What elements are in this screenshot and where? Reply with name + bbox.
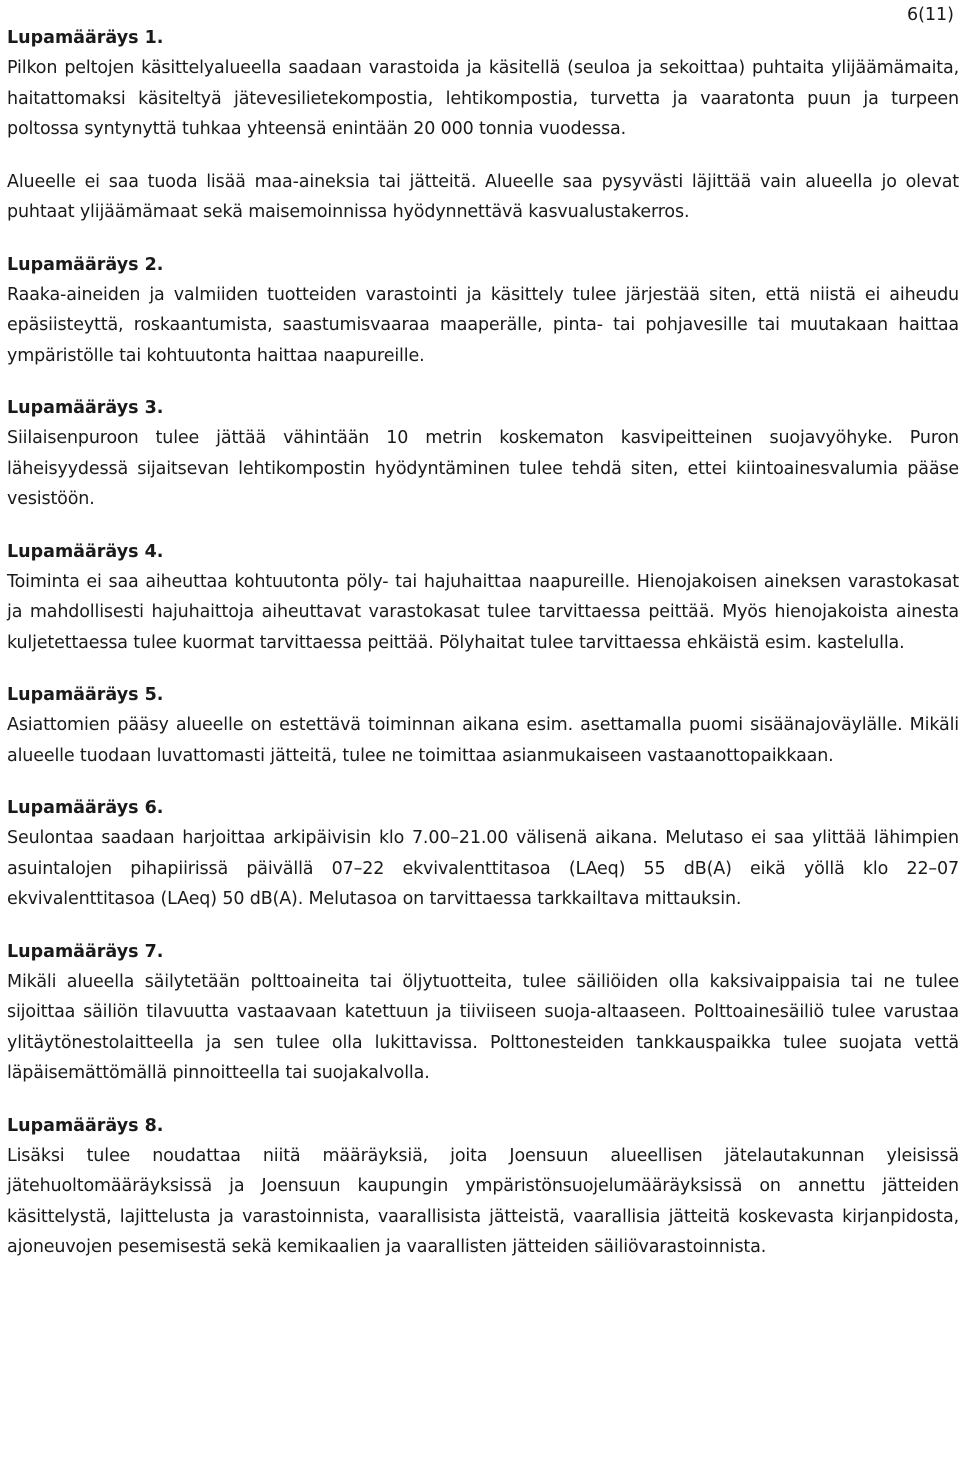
section-lupamaarays-8 — [7, 1111, 959, 1263]
section-paragraph: Asiattomien pääsy alueelle on estettävä toiminnan aikana esim. asettamalla puomi sisäänajoväylälle. Mikäli alueelle tuodaan luvattomasti jätteitä, tulee ne toimittaa asianmukaiseen vastaanottopaikkaan. — [7, 715, 959, 766]
section-paragraph: Raaka-aineiden ja valmiiden tuotteiden varastointi ja käsittely tulee järjestää siten, että niistä ei aiheudu epäsiisteyttä, roskaantumista, saastumisvaaraa maaperälle, pinta- tai pohjavesille tai muutakaan haittaa ympäristölle tai kohtuutonta haittaa naapureille. — [7, 284, 959, 366]
section-lupamaarays-1 — [7, 23, 959, 228]
document-body — [7, 23, 959, 1285]
section-heading: Lupamääräys 8. — [7, 1115, 164, 1136]
section-paragraph: Mikäli alueella säilytetään polttoaineita tai öljytuotteita, tulee säiliöiden olla kaksivaippaisia tai ne tulee sijoittaa säiliön tilavuutta vastaavaan katettuun ja tiiviiseen suoja-altaaseen. Polttoainesäiliö tulee varustaa ylitäytönestolaitteella ja sen tulee olla lukittavissa. Polttonesteiden tankkauspaikka tulee suojata vettä läpäisemättömällä pinnoitteella tai suojakalvolla. — [7, 971, 959, 1083]
section-paragraph: Seulontaa saadaan harjoittaa arkipäivisin klo 7.00–21.00 välisenä aikana. Melutaso ei saa ylittää lähimpien asuintalojen pihapiirissä päivällä 07–22 ekvivalenttitasoa (LAeq) 55 dB(A) eikä yöllä klo 22–07 ekvivalenttitasoa (LAeq) 50 dB(A). Melutasoa on tarvittaessa tarkkailtava mittauksin. — [7, 828, 959, 909]
section-lupamaarays-5 — [7, 680, 959, 771]
section-paragraph: Pilkon peltojen käsittelyalueella saadaan varastoida ja käsitellä (seuloa ja sekoittaa) puhtaita ylijäämämaita, haitattomaksi käsiteltyä jätevesilietekompostia, lehtikompostia, turvetta ja vaaratonta puun ja turpeen poltossa syntynyttä tuhkaa yhteensä enintään 20 000 tonnia vuodessa. — [7, 58, 959, 139]
section-heading: Lupamääräys 1. — [7, 28, 164, 48]
section-heading: Lupamääräys 4. — [7, 541, 164, 562]
section-heading: Lupamääräys 7. — [7, 941, 164, 962]
section-heading: Lupamääräys 6. — [7, 798, 164, 818]
section-lupamaarays-3 — [7, 393, 959, 515]
section-heading: Lupamääräys 2. — [7, 254, 164, 275]
section-lupamaarays-4 — [7, 537, 959, 659]
section-lupamaarays-6 — [7, 793, 959, 915]
section-lupamaarays-7 — [7, 937, 959, 1089]
section-heading: Lupamääräys 3. — [7, 398, 164, 418]
page-number: 6(11) — [906, 5, 954, 25]
section-paragraph: Alueelle ei saa tuoda lisää maa-aineksia tai jätteitä. Alueelle saa pysyvästi läjittää vain alueella jo olevat puhtaat ylijäämämaat sekä maisemoinnissa hyödynnettävä kasvualustakerros. — [7, 171, 959, 222]
section-lupamaarays-2 — [7, 250, 959, 372]
section-heading: Lupamääräys 5. — [7, 685, 164, 705]
section-paragraph: Toiminta ei saa aiheuttaa kohtuutonta pöly- tai hajuhaittaa naapureille. Hienojakoisen aineksen varastokasat ja mahdollisesti hajuhaittoja aiheuttavat varastokasat tulee tarvittaessa peittää. Myös hienojakoista ainesta kuljetettaessa tulee kuormat tarvittaessa peittää. Pölyhaitat tulee tarvittaessa ehkäistä esim. kastelulla. — [7, 571, 959, 653]
section-paragraph: Lisäksi tulee noudattaa niitä määräyksiä, joita Joensuun alueellisen jätelautakunnan yleisissä jätehuoltomääräyksissä ja Joensuun kaupungin ympäristönsuojelumääräyksissä on annettu jätteiden käsittelystä, lajittelusta ja varastoinnista, vaarallisista jätteistä, vaarallisia jätteitä koskevasta kirjanpidosta, ajoneuvojen pesemisestä sekä kemikaalien ja vaarallisten jätteiden säiliövarastoinnista. — [7, 1145, 959, 1257]
section-paragraph: Siilaisenpuroon tulee jättää vähintään 10 metrin koskematon kasvipeitteinen suojavyöhyke. Puron läheisyydessä sijaitsevan lehtikompostin hyödyntäminen tulee tehdä siten, ettei kiintoainesvalumia pääse vesistöön. — [7, 428, 959, 509]
